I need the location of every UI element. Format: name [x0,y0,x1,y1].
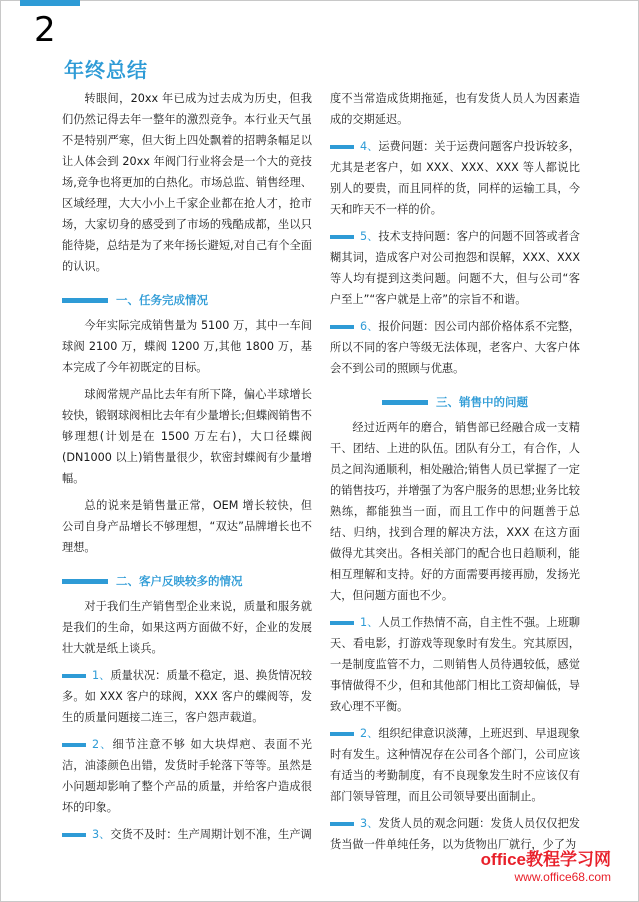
item-text: 组织纪律意识淡薄，上班迟到、早退现象时有发生。这种情况存在公司各个部门，公司应该有适当的考勤制度，有不良现象发生时不应该仅有部门领导管理，而且公司领导要出面制止。 [330,727,580,803]
watermark-line2: www.office68.com [514,870,611,884]
bullet-bar-icon [330,145,354,149]
section-heading-2 [62,570,312,592]
paragraph: 度不当常造成货期拖延，也有发货人员人为因素造成的交期延迟。 [330,92,580,126]
item-number: 3、 [360,817,379,830]
top-accent-bar [20,0,80,6]
list-item [62,665,312,728]
paragraph: 总的说来是销售量正常，OEM 增长较快，但公司自身产品增长不够理想，“双达”品牌增长也不理想。 [62,499,312,554]
item-number: 5、 [360,230,379,243]
bullet-bar-icon [330,822,354,826]
item-number: 3、 [92,828,111,841]
paragraph: 今年实际完成销售量为 5100 万，其中一车间球阀 2100 万，蝶阀 1200 万,其他 1800 万，基本完成了今年初既定的目标。 [62,319,312,374]
section-heading-3 [330,391,580,413]
section-title: 一、任务完成情况 [116,292,208,307]
list-item [330,136,580,220]
item-text: 细节注意不够 如大块焊疤、表面不光洁，油漆颜色出错，发货时手轮落下等等。虽然是小问题却影响了整个产品的质量，并给客户造成很坏的印象。 [62,738,312,814]
item-number: 6、 [360,320,379,333]
intro-paragraph: 转眼间，20xx 年已成为过去成为历史，但我们仍然记得去年一整年的激烈竞争。本行业天气虽不是特别严寒，但大街上四处飘着的招聘条幅足以让人体会到 20xx 年阀门行业将会是一个大的竞技场,竞争也将更加的白热化。市场总监、销售经理、区域经理，大大小小上千家企业都在抢人才，抢市场，大家切身的感受到了市场的残酷成都，坐以只能待毙，总结是为了来年扬长避短,对自己有个全面的认识。 [62,92,312,273]
watermark-logo [481,845,611,884]
item-text: 报价问题：因公司内部价格体系不完整，所以不同的客户等级无法体现，老客户、大客户体会不到公司的照顾与优惠。 [330,320,580,375]
section-title: 三、销售中的问题 [436,394,528,409]
item-text: 人员工作热情不高，自主性不强。上班聊天、看电影，打游戏等现象时有发生。究其原因，一是制度监管不力，二则销售人员待遇较低，感觉事情做得不少，但和其他部门相比工资却偏低，导致心理不平衡。 [330,616,580,713]
bullet-bar-icon [62,833,86,837]
section-bar-icon [62,298,108,303]
item-number: 4、 [360,140,379,153]
item-number: 2、 [92,738,113,751]
list-item [62,734,312,818]
section-heading-1 [62,289,312,311]
list-item [330,723,580,807]
bullet-bar-icon [330,621,354,625]
bullet-bar-icon [62,674,86,678]
item-text: 发货人员的观念问题：发货人员仅仅把发货当做一件单纯任务，以为货物出厂就行，少了为 [330,817,580,851]
paragraph: 对于我们生产销售型企业来说，质量和服务就是我们的生命，如果这两方面做不好，企业的发展壮大就是纸上谈兵。 [62,600,312,655]
left-column [62,88,312,851]
bullet-bar-icon [330,325,354,329]
paragraph: 球阀常规产品比去年有所下降，偏心半球增长较快，锻钢球阀相比去年有少量增长;但蝶阀销售不够理想(计划是在 1500 万左右)，大口径蝶阀(DN1000 以上)销售量很少，软密封蝶阀有少量增幅。 [62,388,312,485]
bullet-bar-icon [330,732,354,736]
item-text: 技术支持问题：客户的问题不回答或者含糊其词，造成客户对公司抱怨和误解，XXX、XXX 等人均有提到这类问题。问题不大，但与公司“客户至上”“客户就是上帝”的宗旨不和谐。 [330,230,580,306]
list-item [330,612,580,717]
list-item [62,824,312,845]
section-title: 二、客户反映较多的情况 [116,573,243,588]
item-number: 1、 [92,669,111,682]
page-number: 2 [34,10,56,50]
bullet-bar-icon [62,743,86,747]
right-column [330,88,580,861]
section-bar-icon [62,579,108,584]
list-item [330,316,580,379]
document-title: 年终总结 [64,58,148,82]
item-text: 运费问题：关于运费问题客户投诉较多，尤其是老客户，如 XXX、XXX、XXX 等人都说比别人的要贵，而且同样的货，同样的运输工具，今天和昨天不一样的价。 [330,140,580,216]
watermark-line1: office教程学习网 [480,850,611,869]
section-bar-icon [382,400,428,405]
item-text: 质量状况：质量不稳定，退、换货情况较多。如 XXX 客户的球阀，XXX 客户的蝶阀等，发生的质量问题接二连三，客户怨声载道。 [62,669,312,724]
item-text: 交货不及时：生产周期计划不准，生产调 [110,828,312,841]
bullet-bar-icon [330,235,354,239]
paragraph: 经过近两年的磨合，销售部已经融合成一支精干、团结、上进的队伍。团队有分工，有合作，人员之间沟通顺利，相处融洽;销售人员已掌握了一定的销售技巧，并增强了为客户服务的思想;业务比较熟练，都能独当一面，而且工作中的问题善于总结、归纳，找到合理的解决方法，XXX 在这方面做得尤其突出。各相关部门的配合也日趋顺利，能相互理解和支持。好的方面需要再接再励，发扬光大，但问题方面也不少。 [330,421,580,602]
item-number: 1、 [360,616,379,629]
item-number: 2、 [360,727,379,740]
list-item [330,226,580,310]
